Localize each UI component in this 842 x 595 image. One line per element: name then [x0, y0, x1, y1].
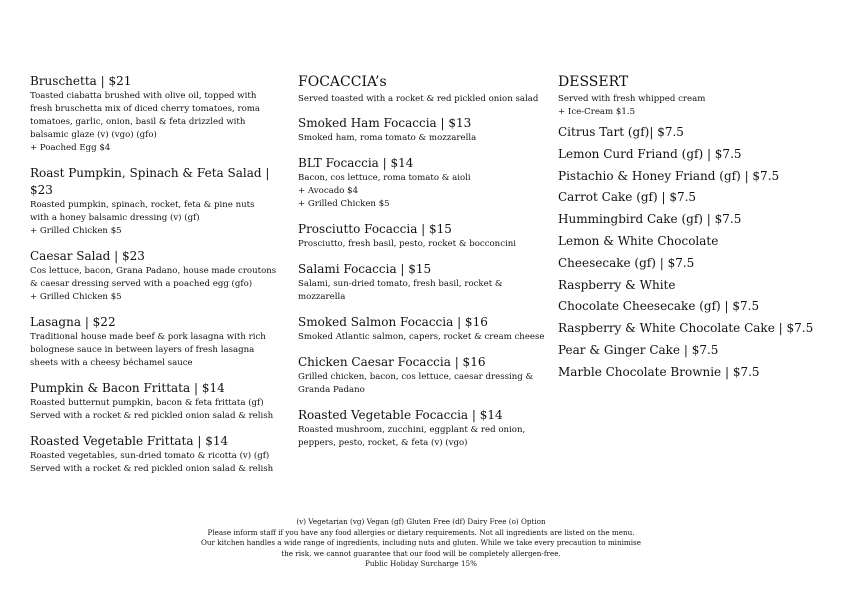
item-description: Cos lettuce, bacon, Grana Padano, house made croutons — [30, 266, 277, 276]
menu-item — [30, 433, 280, 476]
item-name: Prosciutto Focaccia | $15 — [298, 222, 452, 236]
item-description: Smoked Atlantic salmon, capers, rocket & cream cheese — [298, 332, 545, 342]
item-name: Bruschetta | $21 — [30, 74, 132, 88]
dessert-item: Hummingbird Cake (gf) | $7.5 — [558, 212, 742, 227]
item-extra: + Grilled Chicken $5 — [30, 226, 122, 236]
section-title: DESSERT — [558, 74, 629, 90]
item-name: Pumpkin & Bacon Frittata | $14 — [30, 381, 225, 395]
dessert-item: Raspberry & White — [558, 277, 676, 292]
footer-line: Please inform staff if you have any food allergies or dietary requirements. Not all ingredients are listed on the menu. — [207, 527, 635, 537]
item-description: Smoked ham, roma tomato & mozzarella — [298, 133, 477, 143]
item-description: balsamic glaze (v) (vgo) (gfo) — [30, 130, 157, 140]
item-description: Salami, sun-dried tomato, fresh basil, rocket & — [298, 279, 503, 289]
item-description: mozzarella — [298, 292, 346, 302]
item-description: Roasted vegetables, sun-dried tomato & ricotta (v) (gf) — [30, 451, 270, 461]
item-description: Bacon, cos lettuce, roma tomato & aioli — [298, 173, 471, 183]
item-name: Lasagna | $22 — [30, 315, 116, 329]
menu-item — [30, 380, 280, 423]
item-extra: + Grilled Chicken $5 — [298, 199, 390, 209]
menu-item — [298, 407, 548, 450]
dessert-item: Cheesecake (gf) | $7.5 — [558, 255, 695, 270]
item-name: Roasted Vegetable Focaccia | $14 — [298, 408, 503, 422]
menu-item — [30, 314, 280, 370]
section-title: FOCACCIA’s — [298, 74, 387, 90]
item-description: Roasted mushroom, zucchini, eggplant & red onion, — [298, 425, 526, 435]
dessert-list — [558, 122, 828, 384]
dessert-item: Pistachio & Honey Friand (gf) | $7.5 — [558, 168, 780, 183]
dessert-item: Lemon & White Chocolate — [558, 233, 719, 248]
menu-item — [30, 165, 280, 238]
footer-line: Our kitchen handles a wide range of ingredients, including nuts and gluten. While we take every precaution to minimise — [201, 538, 641, 548]
menu-item — [298, 155, 548, 211]
menu-item — [298, 354, 548, 397]
dessert-item: Pear & Ginger Cake | $7.5 — [558, 342, 719, 357]
item-description: Roasted butternut pumpkin, bacon & feta frittata (gf) — [30, 398, 264, 408]
item-description: tomatoes, garlic, onion, basil & feta drizzled with — [30, 117, 246, 127]
item-description: Traditional house made beef & pork lasagna with rich — [30, 332, 266, 342]
item-description: bolognese sauce in between layers of fresh lasagna — [30, 345, 255, 355]
menu-item — [30, 248, 280, 304]
footer-line: Public Holiday Surcharge 15% — [365, 559, 477, 569]
item-description: & caesar dressing served with a poached egg (gfo) — [30, 279, 253, 289]
item-extra: + Poached Egg $4 — [30, 143, 111, 153]
dessert-item: Carrot Cake (gf) | $7.5 — [558, 190, 697, 205]
footer-line: (v) Vegetarian (vg) Vegan (gf) Gluten Free (df) Dairy Free (o) Option — [296, 517, 546, 526]
item-description: peppers, pesto, rocket, & feta (v) (vgo) — [298, 438, 468, 448]
dessert-item: Lemon Curd Friand (gf) | $7.5 — [558, 146, 742, 161]
dessert-item: Chocolate Cheesecake (gf) | $7.5 — [558, 299, 760, 314]
dessert-column — [558, 73, 828, 384]
menu-item — [298, 314, 548, 344]
section-subtitle: + Ice-Cream $1.5 — [558, 107, 636, 117]
menu-item — [298, 115, 548, 145]
section-subtitle: Served toasted with a rocket & red pickled onion salad — [298, 94, 539, 104]
item-name: Smoked Salmon Focaccia | $16 — [298, 315, 488, 329]
dessert-item: Raspberry & White Chocolate Cake | $7.5 — [558, 321, 814, 336]
item-description: Granda Padano — [298, 385, 365, 395]
footer-line: the risk, we cannot guarantee that our food will be completely allergen-free. — [281, 548, 561, 558]
item-description: Toasted ciabatta brushed with olive oil, topped with — [30, 91, 257, 101]
menu-item — [30, 73, 280, 155]
item-name: Caesar Salad | $23 — [30, 249, 145, 263]
dessert-item: Marble Chocolate Brownie | $7.5 — [558, 364, 760, 379]
item-name: Roast Pumpkin, Spinach & Feta Salad | $23 — [30, 166, 270, 197]
item-description: Grilled chicken, bacon, cos lettuce, caesar dressing & — [298, 372, 534, 382]
mains-column — [30, 73, 280, 486]
item-description: Served with a rocket & red pickled onion salad & relish — [30, 464, 274, 474]
item-name: Roasted Vegetable Frittata | $14 — [30, 434, 229, 448]
dessert-section-header — [558, 73, 828, 119]
item-description: sheets with a cheesy béchamel sauce — [30, 358, 193, 368]
focaccia-section-header — [298, 73, 548, 106]
menu-item — [298, 221, 548, 251]
menu-item — [298, 261, 548, 304]
item-description: Roasted pumpkin, spinach, rocket, feta & pine nuts — [30, 200, 255, 210]
item-name: Smoked Ham Focaccia | $13 — [298, 116, 472, 130]
item-extra: + Avocado $4 — [298, 186, 359, 196]
item-description: with a honey balsamic dressing (v) (gf) — [30, 213, 200, 223]
item-name: Chicken Caesar Focaccia | $16 — [298, 355, 486, 369]
footer-notes — [180, 517, 662, 570]
item-description: Prosciutto, fresh basil, pesto, rocket & bocconcini — [298, 239, 517, 249]
dessert-item: Citrus Tart (gf)| $7.5 — [558, 125, 684, 139]
focaccia-column — [298, 73, 548, 460]
item-extra: + Grilled Chicken $5 — [30, 292, 122, 302]
item-description: fresh bruschetta mix of diced cherry tomatoes, roma — [30, 104, 261, 114]
item-name: Salami Focaccia | $15 — [298, 262, 432, 276]
item-name: BLT Focaccia | $14 — [298, 156, 414, 170]
item-description: Served with a rocket & red pickled onion salad & relish — [30, 411, 274, 421]
section-subtitle: Served with fresh whipped cream — [558, 94, 706, 104]
